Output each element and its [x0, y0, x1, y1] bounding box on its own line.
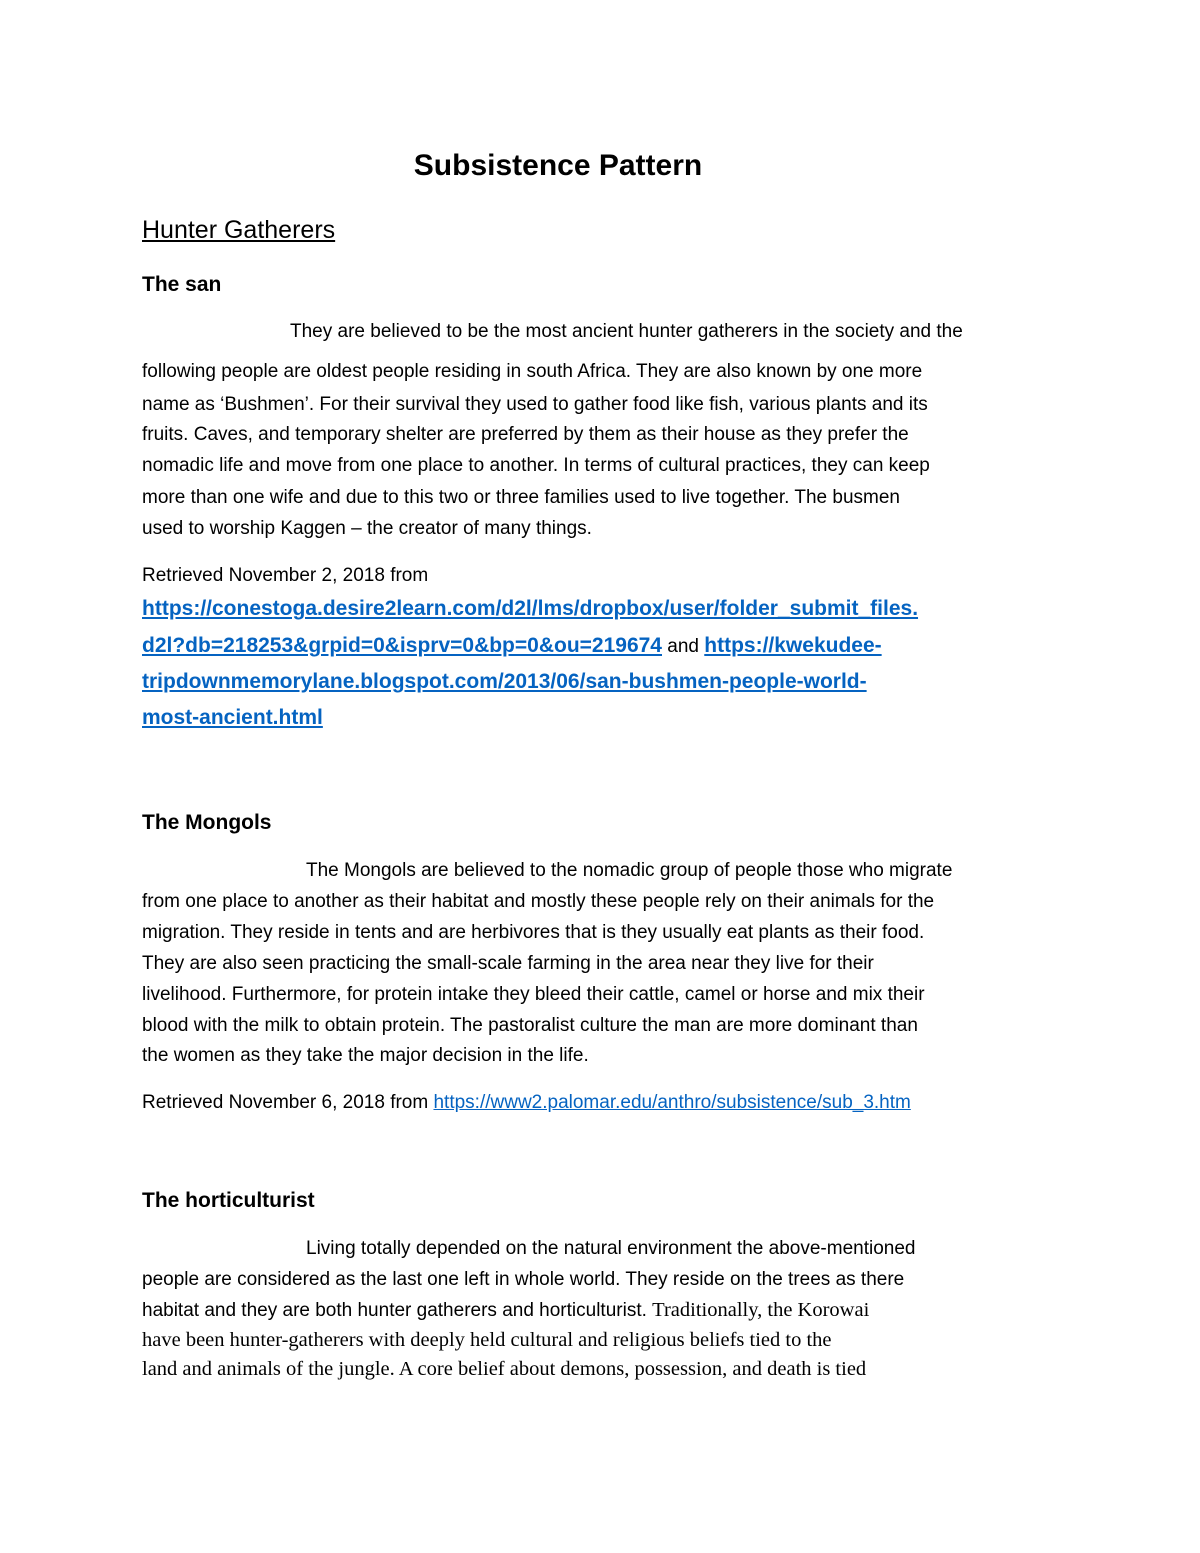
san-source-link-2-end[interactable]: most-ancient.html	[142, 706, 323, 729]
san-line: used to worship Kaggen – the creator of many things.	[142, 518, 592, 539]
san-line: fruits. Caves, and temporary shelter are preferred by them as their house as they prefer the	[142, 424, 909, 445]
san-line: They are believed to be the most ancient hunter gatherers in the society and the	[290, 321, 963, 342]
mongols-line: from one place to another as their habitat and mostly these people rely on their animals for the	[142, 891, 935, 912]
san-line: more than one wife and due to this two or three families used to live together. The busmen	[142, 487, 900, 508]
mongols-line: They are also seen practicing the small-scale farming in the area near they live for their	[142, 953, 874, 974]
san-heading: The san	[142, 273, 222, 296]
horticulturist-line: Living totally depended on the natural environment the above-mentioned	[306, 1238, 916, 1259]
san-line: name as ‘Bushmen’. For their survival they used to gather food like fish, various plants and its	[142, 394, 928, 415]
and-text: and	[667, 636, 699, 657]
mongols-line: livelihood. Furthermore, for protein intake they bleed their cattle, camel or horse and mix their	[142, 984, 925, 1005]
san-source-link-2-cont[interactable]: tripdownmemorylane.blogspot.com/2013/06/san-bushmen-people-world-	[142, 670, 867, 693]
san-source-link-1[interactable]: https://conestoga.desire2learn.com/d2l/lms/dropbox/user/folder_submit_files.	[142, 597, 919, 620]
san-line: following people are oldest people residing in south Africa. They are also known by one more	[142, 361, 923, 382]
san-source-link-2[interactable]: https://kwekudee-	[704, 634, 882, 657]
mongols-heading: The Mongols	[142, 811, 272, 834]
section-heading: Hunter Gatherers	[142, 216, 336, 244]
mongols-line: The Mongols are believed to the nomadic group of people those who migrate	[306, 860, 953, 881]
horticulturist-serif-line: land and animals of the jungle. A core belief about demons, possession, and death is tied	[142, 1358, 867, 1380]
horticulturist-serif-line: have been hunter-gatherers with deeply held cultural and religious beliefs tied to the	[142, 1329, 832, 1351]
mongols-line: migration. They reside in tents and are herbivores that is they usually eat plants as their food.	[142, 922, 925, 943]
horticulturist-line: people are considered as the last one left in whole world. They reside on the trees as there	[142, 1269, 905, 1290]
horticulturist-line-serif: Traditionally, the Korowai	[652, 1299, 870, 1321]
san-line: nomadic life and move from one place to another. In terms of cultural practices, they can keep	[142, 455, 930, 476]
horticulturist-heading: The horticulturist	[142, 1189, 315, 1212]
document-title: Subsistence Pattern	[413, 149, 703, 182]
mongols-retrieved-text: Retrieved November 6, 2018 from	[142, 1092, 429, 1113]
mongols-line: blood with the milk to obtain protein. The pastoralist culture the man are more dominant than	[142, 1015, 918, 1036]
mongols-line: the women as they take the major decision in the life.	[142, 1045, 589, 1066]
mongols-source-link[interactable]: https://www2.palomar.edu/anthro/subsistence/sub_3.htm	[433, 1092, 911, 1113]
san-retrieved-text: Retrieved November 2, 2018 from	[142, 565, 429, 586]
san-source-link-1-cont[interactable]: d2l?db=218253&grpid=0&isprv=0&bp=0&ou=219674	[142, 634, 662, 657]
horticulturist-line-sans: habitat and they are both hunter gatherers and horticulturist.	[142, 1300, 647, 1321]
